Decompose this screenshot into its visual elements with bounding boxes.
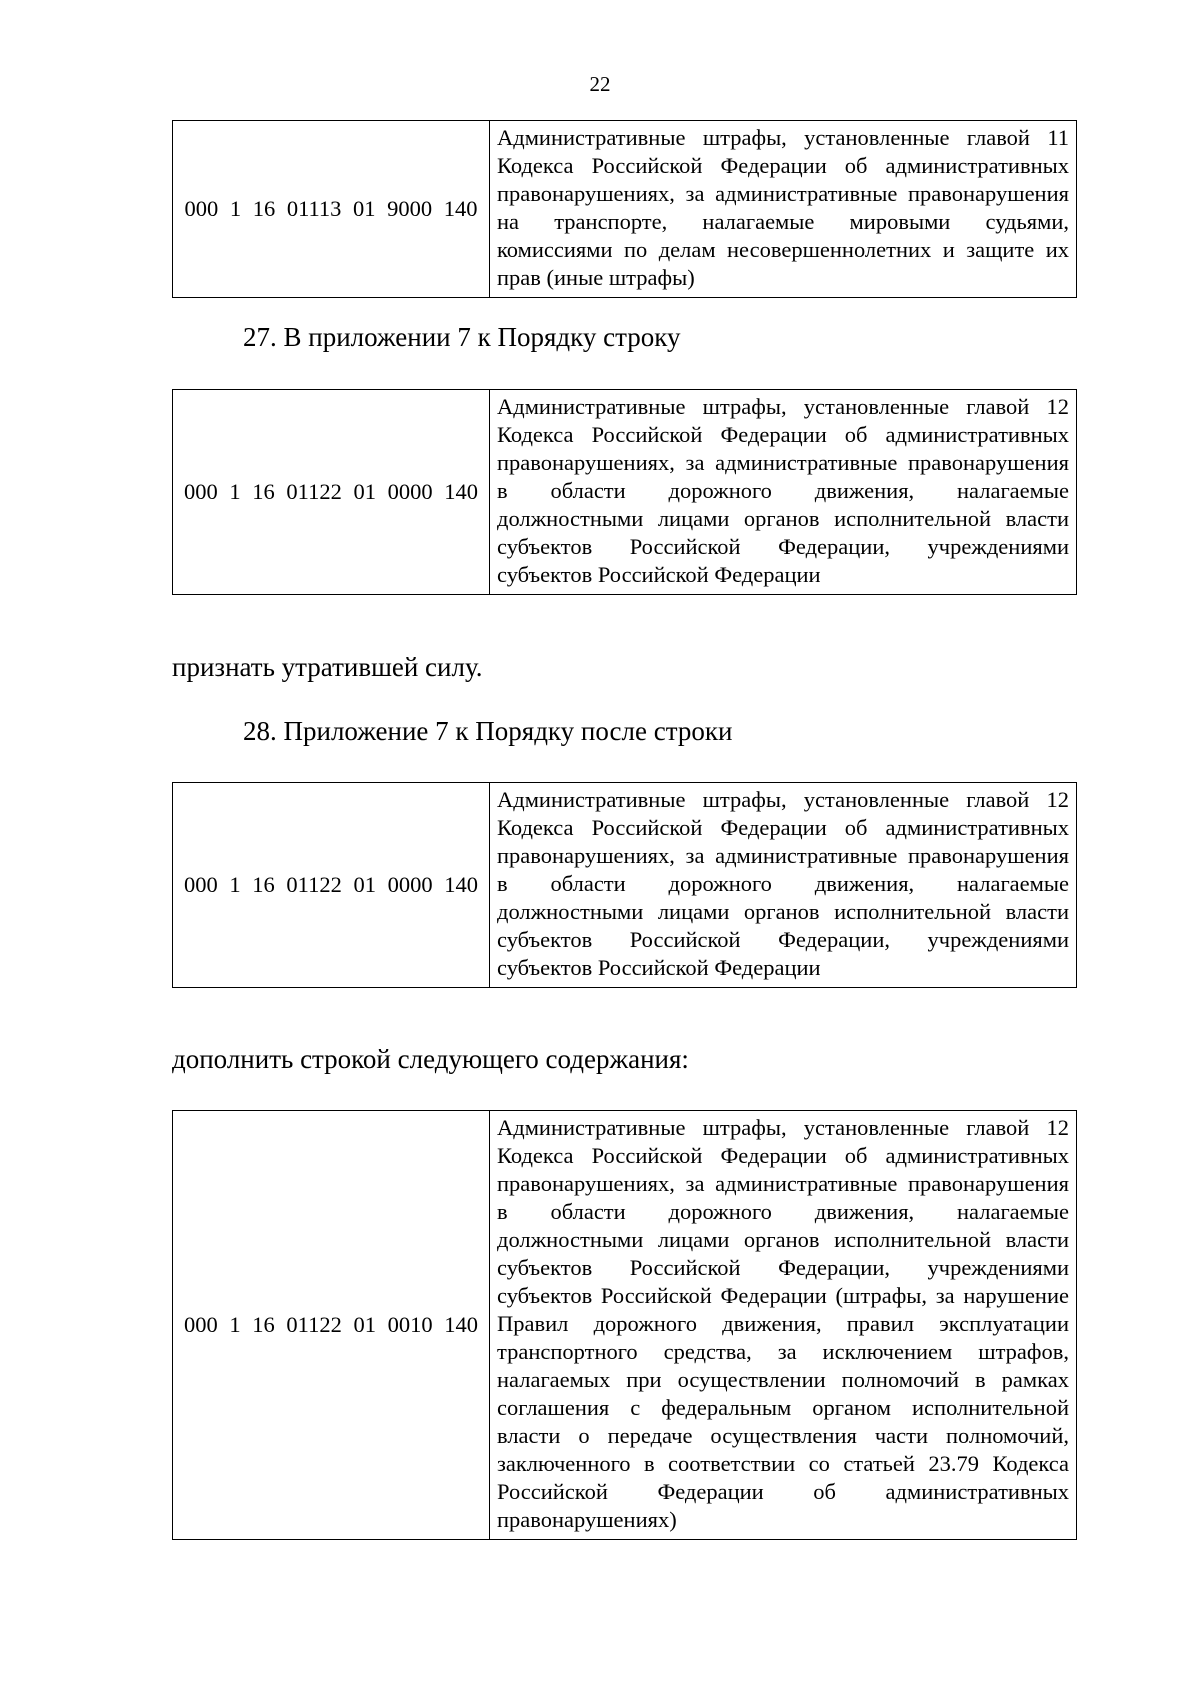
- budget-code: 000 1 16 01122 01 0000 140: [173, 783, 490, 988]
- classification-table-1: [172, 120, 1077, 298]
- repeal-text: признать утратившей силу.: [172, 652, 483, 682]
- page-number: 22: [589, 72, 611, 96]
- paragraph-27: 27. В приложении 7 к Порядку строку: [243, 322, 681, 352]
- table-row: [173, 783, 1077, 988]
- table-row: [173, 390, 1077, 595]
- table-row: [173, 121, 1077, 298]
- budget-code: 000 1 16 01113 01 9000 140: [173, 121, 490, 298]
- code-description: Административные штрафы, установленные главой 12 Кодекса Российской Федерации об административных правонарушениях, за административные правонарушения в области дорожного движения, налагаемые должностными лицами органов исполнительной власти субъектов Российской Федерации, учреждениями субъектов Российской Федерации: [490, 390, 1077, 595]
- code-description: Административные штрафы, установленные главой 12 Кодекса Российской Федерации об административных правонарушениях, за административные правонарушения в области дорожного движения, налагаемые должностными лицами органов исполнительной власти субъектов Российской Федерации, учреждениями субъектов Российской Федерации (штрафы, за нарушение Правил дорожного движения, правил эксплуатации транспортного средства, за исключением штрафов, налагаемых при осуществлении полномочий в рамках соглашения с федеральным органом исполнительной власти о передаче осуществления части полномочий, заключенного в соответствии со статьей 23.79 Кодекса Российской Федерации об административных правонарушениях): [490, 1111, 1077, 1540]
- budget-code: 000 1 16 01122 01 0000 140: [173, 390, 490, 595]
- supplement-text: дополнить строкой следующего содержания:: [172, 1044, 689, 1074]
- budget-code: 000 1 16 01122 01 0010 140: [173, 1111, 490, 1540]
- code-description: Административные штрафы, установленные главой 12 Кодекса Российской Федерации об административных правонарушениях, за административные правонарушения в области дорожного движения, налагаемые должностными лицами органов исполнительной власти субъектов Российской Федерации, учреждениями субъектов Российской Федерации: [490, 783, 1077, 988]
- classification-table-2: [172, 389, 1077, 595]
- table-row: [173, 1111, 1077, 1540]
- classification-table-4: [172, 1110, 1077, 1540]
- classification-table-3: [172, 782, 1077, 988]
- code-description: Административные штрафы, установленные главой 11 Кодекса Российской Федерации об административных правонарушениях, за административные правонарушения на транспорте, налагаемые мировыми судьями, комиссиями по делам несовершеннолетних и защите их прав (иные штрафы): [490, 121, 1077, 298]
- paragraph-28: 28. Приложение 7 к Порядку после строки: [243, 716, 733, 746]
